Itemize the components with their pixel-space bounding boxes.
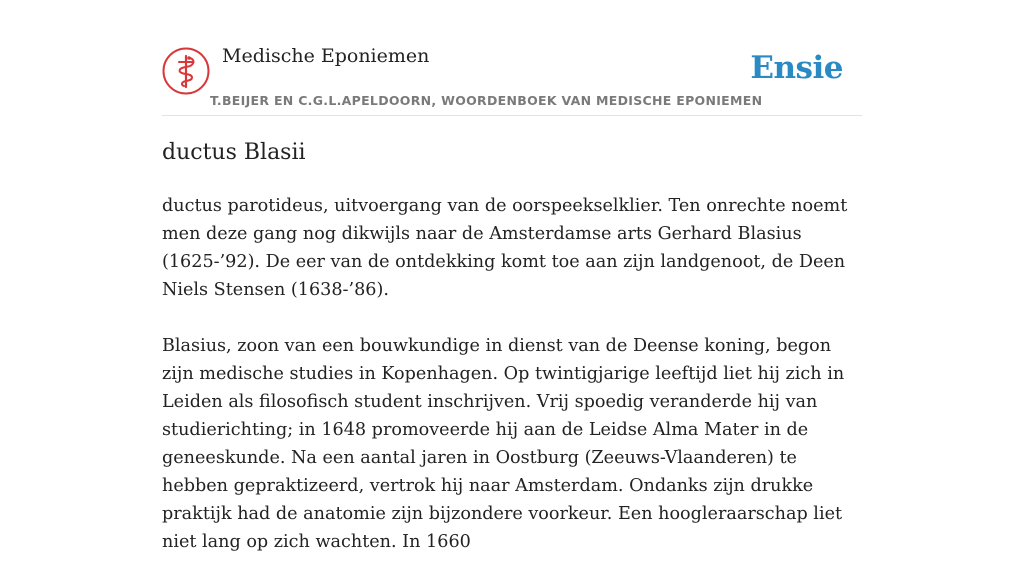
source-attribution: T.BEIJER EN C.G.L.APELDOORN, WOORDENBOEK VAN MEDISCHE EPONIEMEN — [210, 93, 763, 108]
entry-headword: ductus Blasii — [162, 140, 306, 165]
entry-body — [162, 192, 867, 584]
entry-paragraph: ductus parotideus, uitvoergang van de oorspeekselklier. Ten onrechte noemt men deze gang nog dikwijls naar de Amsterdamse arts Gerhard Blasius (1625-’92). De eer van de ontdekking komt toe aan zijn landgenoot, de Deen Niels Stensen (1638-’86). — [162, 196, 848, 300]
book-title[interactable]: Medische Eponiemen — [222, 45, 430, 67]
entry-paragraph: Blasius, zoon van een bouwkundige in dienst van de Deense koning, begon zijn medische studies in Kopenhagen. Op twintigjarige leeftijd liet hij zich in Leiden als filosofisch student inschrijven. Vrij spoedig veranderde hij van studierichting; in 1648 promoveerde hij aan de Leidse Alma Mater in de geneeskunde. Na een aantal jaren in Oostburg (Zeeuws-Vlaanderen) te hebben gepraktizeerd, vertrok hij naar Amsterdam. Ondanks zijn drukke praktijk had de anatomie zijn bijzondere voorkeur. Een hoogleraarschap liet niet lang op zich wachten. In 1660 — [162, 336, 845, 552]
header-divider — [162, 115, 862, 116]
brand-logo[interactable]: Ensie — [750, 50, 843, 86]
caduceus-icon[interactable] — [162, 47, 210, 95]
